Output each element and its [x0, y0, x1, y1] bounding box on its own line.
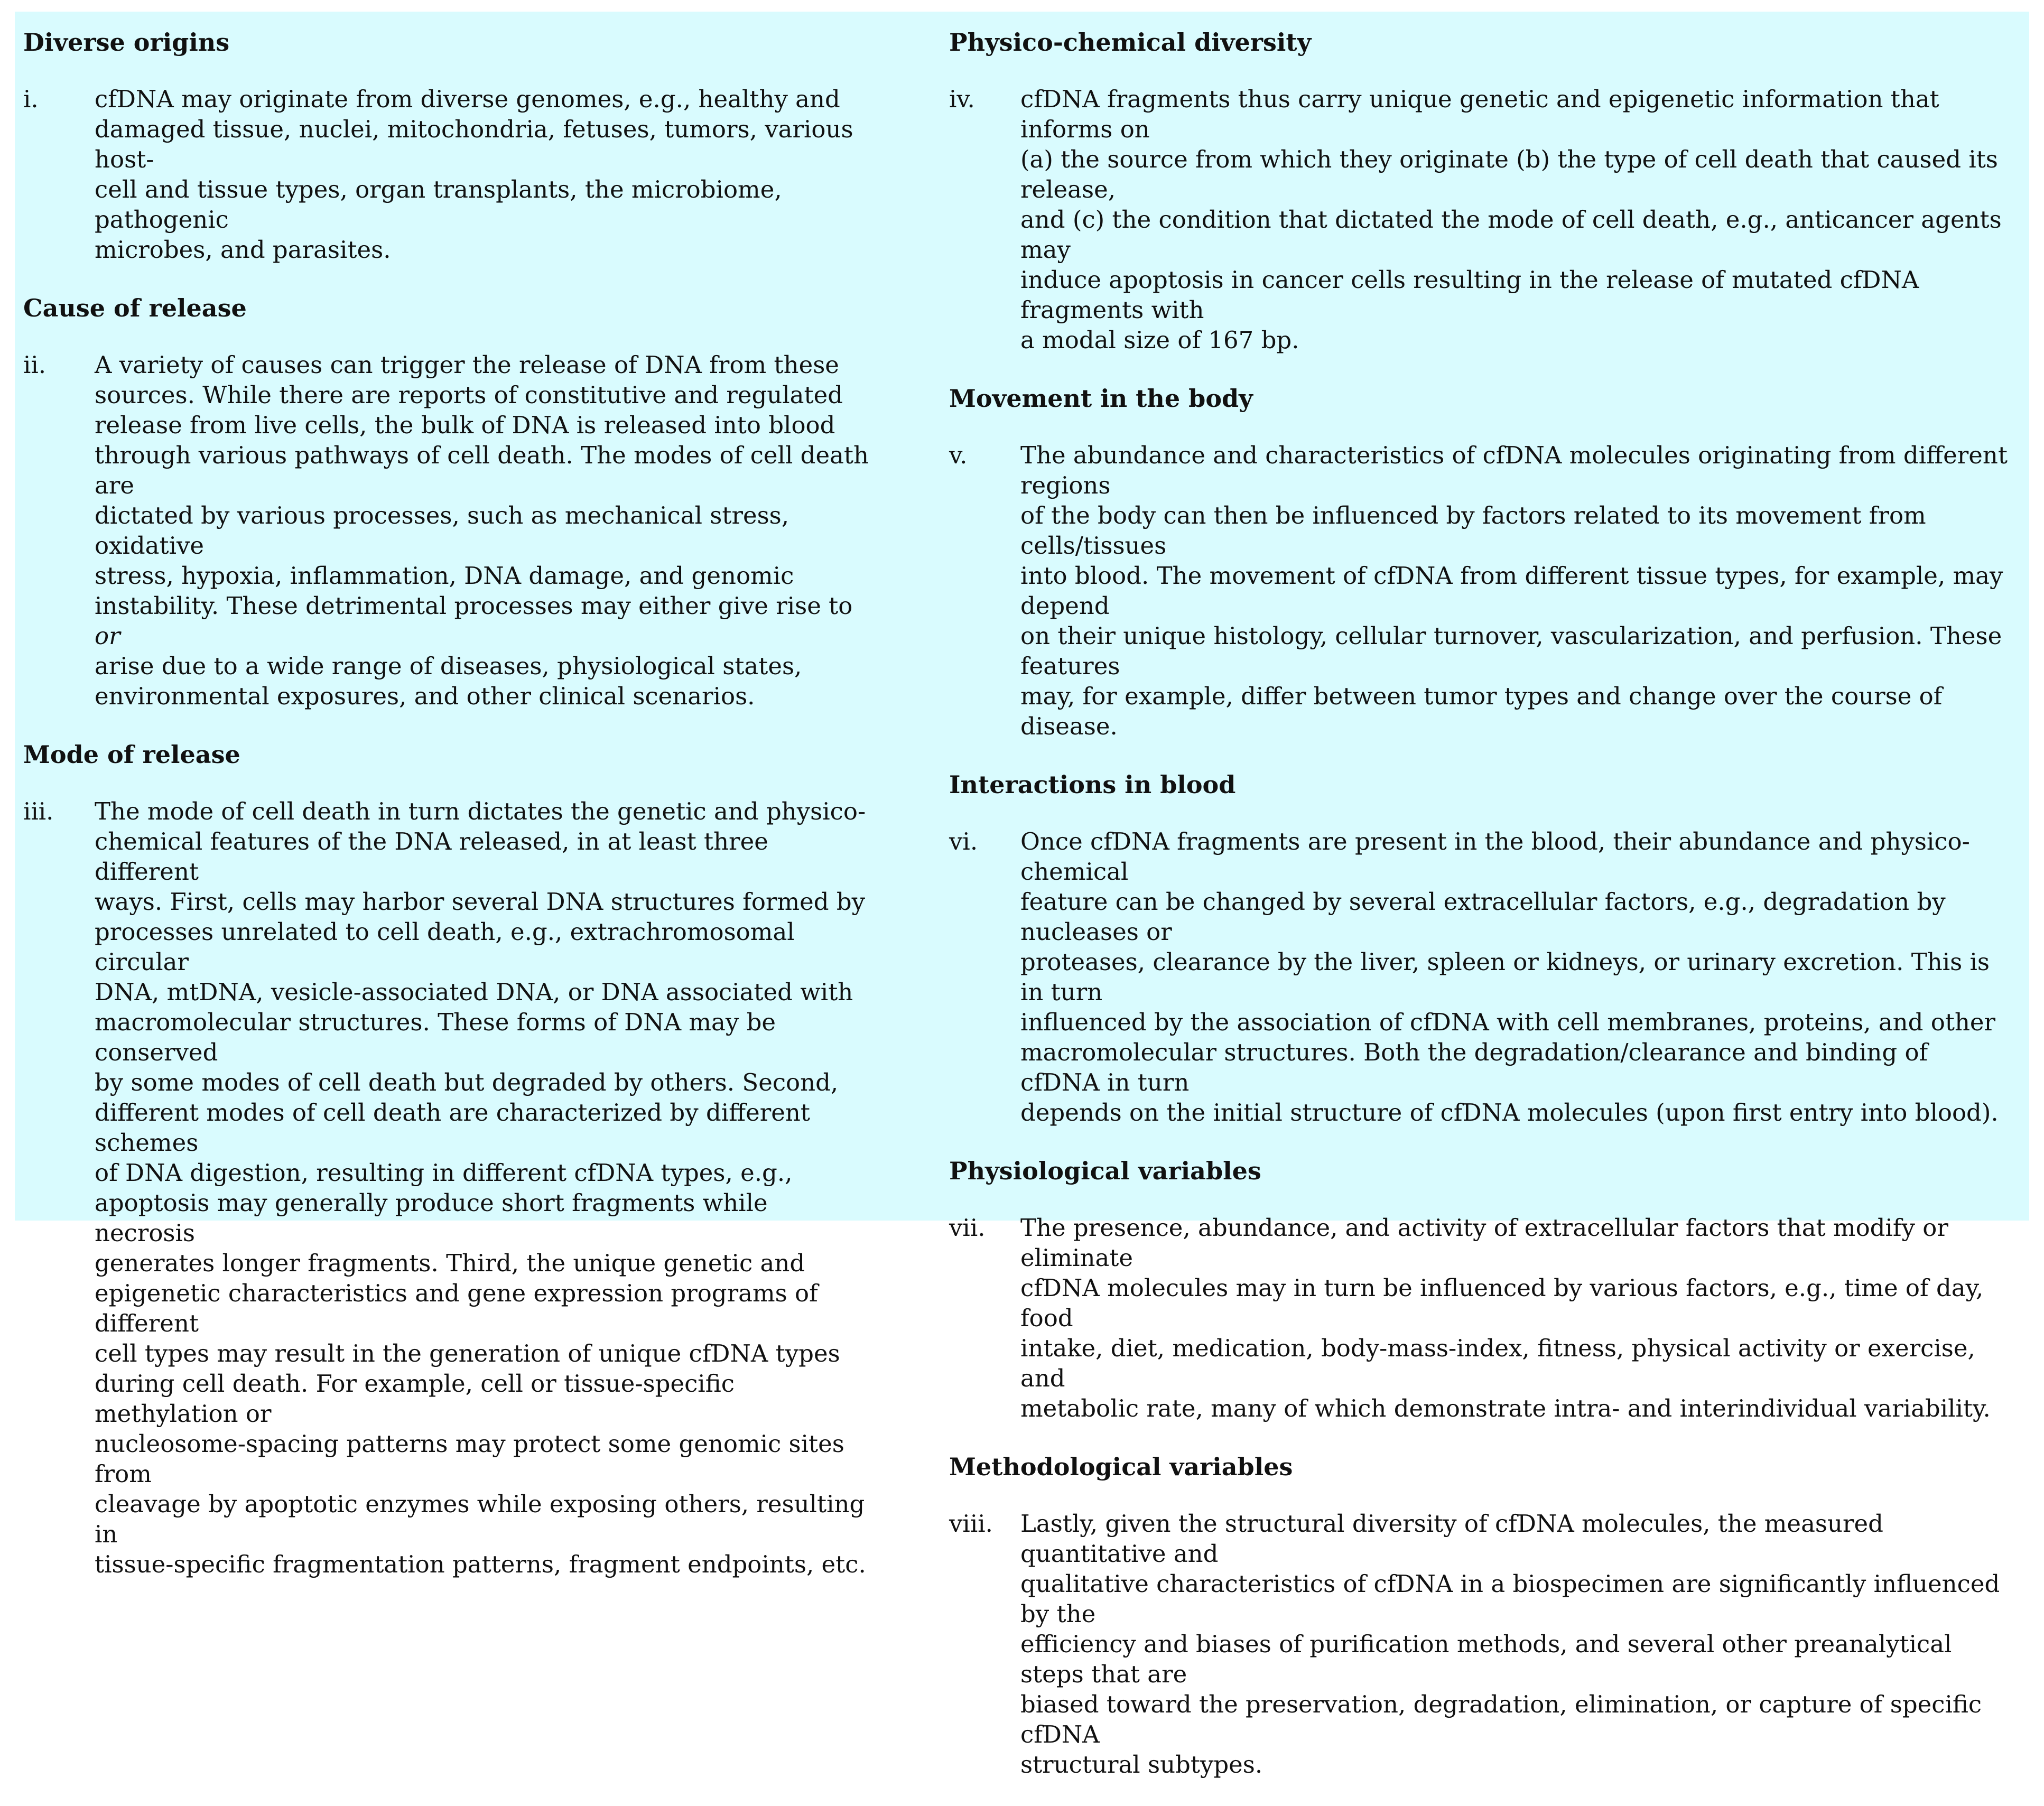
- section-physiological-variables: [949, 1154, 2011, 1423]
- list-item: [949, 1213, 2011, 1423]
- item-numeral: v.: [949, 441, 968, 469]
- item-numeral: ii.: [23, 351, 47, 379]
- section-physico-chemical-diversity: [949, 25, 2011, 355]
- list-item: [23, 796, 869, 1579]
- item-text: [95, 350, 869, 711]
- left-column: [23, 25, 869, 1606]
- list-item: [23, 350, 869, 711]
- item-numeral: iv.: [949, 85, 975, 113]
- section-methodological-variables: [949, 1450, 2011, 1780]
- item-numeral: vi.: [949, 827, 978, 855]
- item-text-emphasis: or: [95, 622, 120, 650]
- section-cause-of-release: [23, 291, 869, 711]
- section-heading: Mode of release: [23, 740, 240, 769]
- section-heading: Physico-chemical diversity: [949, 28, 1312, 57]
- section-heading: Methodological variables: [949, 1453, 1293, 1481]
- section-mode-of-release: [23, 738, 869, 1579]
- item-text-part: A variety of causes can trigger the release of DNA from these sources. While there are reports of constitutive and regulated release from live cells, the bulk of DNA is released into blood through various pathways of cell death. The modes of cell death are dictated by various processes, such as mechanical stress, oxidative stress, hypoxia, inflammation, DNA damage, and genomic instability. These detrimental processes may either give rise to: [95, 351, 869, 620]
- list-item: [949, 826, 2011, 1128]
- item-numeral: vii.: [949, 1214, 986, 1242]
- section-movement-in-the-body: [949, 381, 2011, 741]
- section-heading: Diverse origins: [23, 28, 230, 57]
- item-text: The abundance and characteristics of cfDNA molecules originating from different regions of the body can then be influenced by factors related to its movement from cells/tissues into blood. The movement of cfDNA from different tissue types, for example, may depend on their unique histology, cellular turnover, vascularization, and perfusion. These features may, for example, differ between tumor types and change over the course of disease.: [1020, 441, 2008, 740]
- section-interactions-in-blood: [949, 768, 2011, 1128]
- section-heading: Interactions in blood: [949, 770, 1236, 799]
- item-text: cfDNA may originate from diverse genomes, e.g., healthy and damaged tissue, nuclei, mitochondria, fetuses, tumors, various host- cell and tissue types, organ transplants, the microbiome, pathogenic microbes, and parasites.: [95, 85, 853, 264]
- list-item: [23, 84, 869, 265]
- list-item: [949, 1509, 2011, 1780]
- section-heading: Physiological variables: [949, 1157, 1261, 1185]
- section-heading: Cause of release: [23, 294, 247, 322]
- item-numeral: i.: [23, 85, 39, 113]
- right-column: [949, 25, 2011, 1806]
- item-text: The presence, abundance, and activity of extracellular factors that modify or eliminate cfDNA molecules may in turn be influenced by various factors, e.g., time of day, food intake, diet, medication, body-mass-index, fitness, physical activity or exercise, and metabolic rate, many of which demonstrate intra- and interindividual variability.: [1020, 1214, 1991, 1422]
- list-item: [949, 440, 2011, 741]
- item-text: cfDNA fragments thus carry unique genetic and epigenetic information that informs on (a) the source from which they originate (b) the type of cell death that caused its release, and (c) the condition that dictated the mode of cell death, e.g., anticancer agents may induce apoptosis in cancer cells resulting in the release of mutated cfDNA fragments with a modal size of 167 bp.: [1020, 85, 2002, 354]
- item-text-part: arise due to a wide range of diseases, physiological states, environmental exposures, and other clinical scenarios.: [95, 652, 802, 710]
- item-numeral: viii.: [949, 1510, 993, 1538]
- section-heading: Movement in the body: [949, 384, 1253, 413]
- item-numeral: iii.: [23, 797, 54, 825]
- section-diverse-origins: [23, 25, 869, 265]
- content-panel: [15, 12, 2029, 1779]
- item-text: Once cfDNA fragments are present in the blood, their abundance and physico-chemical feature can be changed by several extracellular factors, e.g., degradation by nucleases or proteases, clearance by the liver, spleen or kidneys, or urinary excretion. This is in turn influenced by the association of cfDNA with cell membranes, proteins, and other macromolecular structures. Both the degradation/clearance and binding of cfDNA in turn depends on the initial structure of cfDNA molecules (upon first entry into blood).: [1020, 827, 1999, 1127]
- item-text: Lastly, given the structural diversity of cfDNA molecules, the measured quantitative and qualitative characteristics of cfDNA in a biospecimen are significantly influenced by the efficiency and biases of purification methods, and several other preanalytical steps that are biased toward the preservation, degradation, elimination, or capture of specific cfDNA structural subtypes.: [1020, 1510, 2000, 1779]
- item-text: The mode of cell death in turn dictates the genetic and physico- chemical features of the DNA released, in at least three different ways. First, cells may harbor several DNA structures formed by processes unrelated to cell death, e.g., extrachromosomal circular DNA, mtDNA, vesicle-associated DNA, or DNA associated with macromolecular structures. These forms of DNA may be conserved by some modes of cell death but degraded by others. Second, different modes of cell death are characterized by different schemes of DNA digestion, resulting in different cfDNA types, e.g., apoptosis may generally produce short fragments while necrosis generates longer fragments. Third, the unique genetic and epigenetic characteristics and gene expression programs of different cell types may result in the generation of unique cfDNA types during cell death. For example, cell or tissue-specific methylation or nucleosome-spacing patterns may protect some genomic sites from cleavage by apoptotic enzymes while exposing others, resulting in tissue-specific fragmentation patterns, fragment endpoints, etc.: [95, 797, 866, 1578]
- list-item: [949, 84, 2011, 355]
